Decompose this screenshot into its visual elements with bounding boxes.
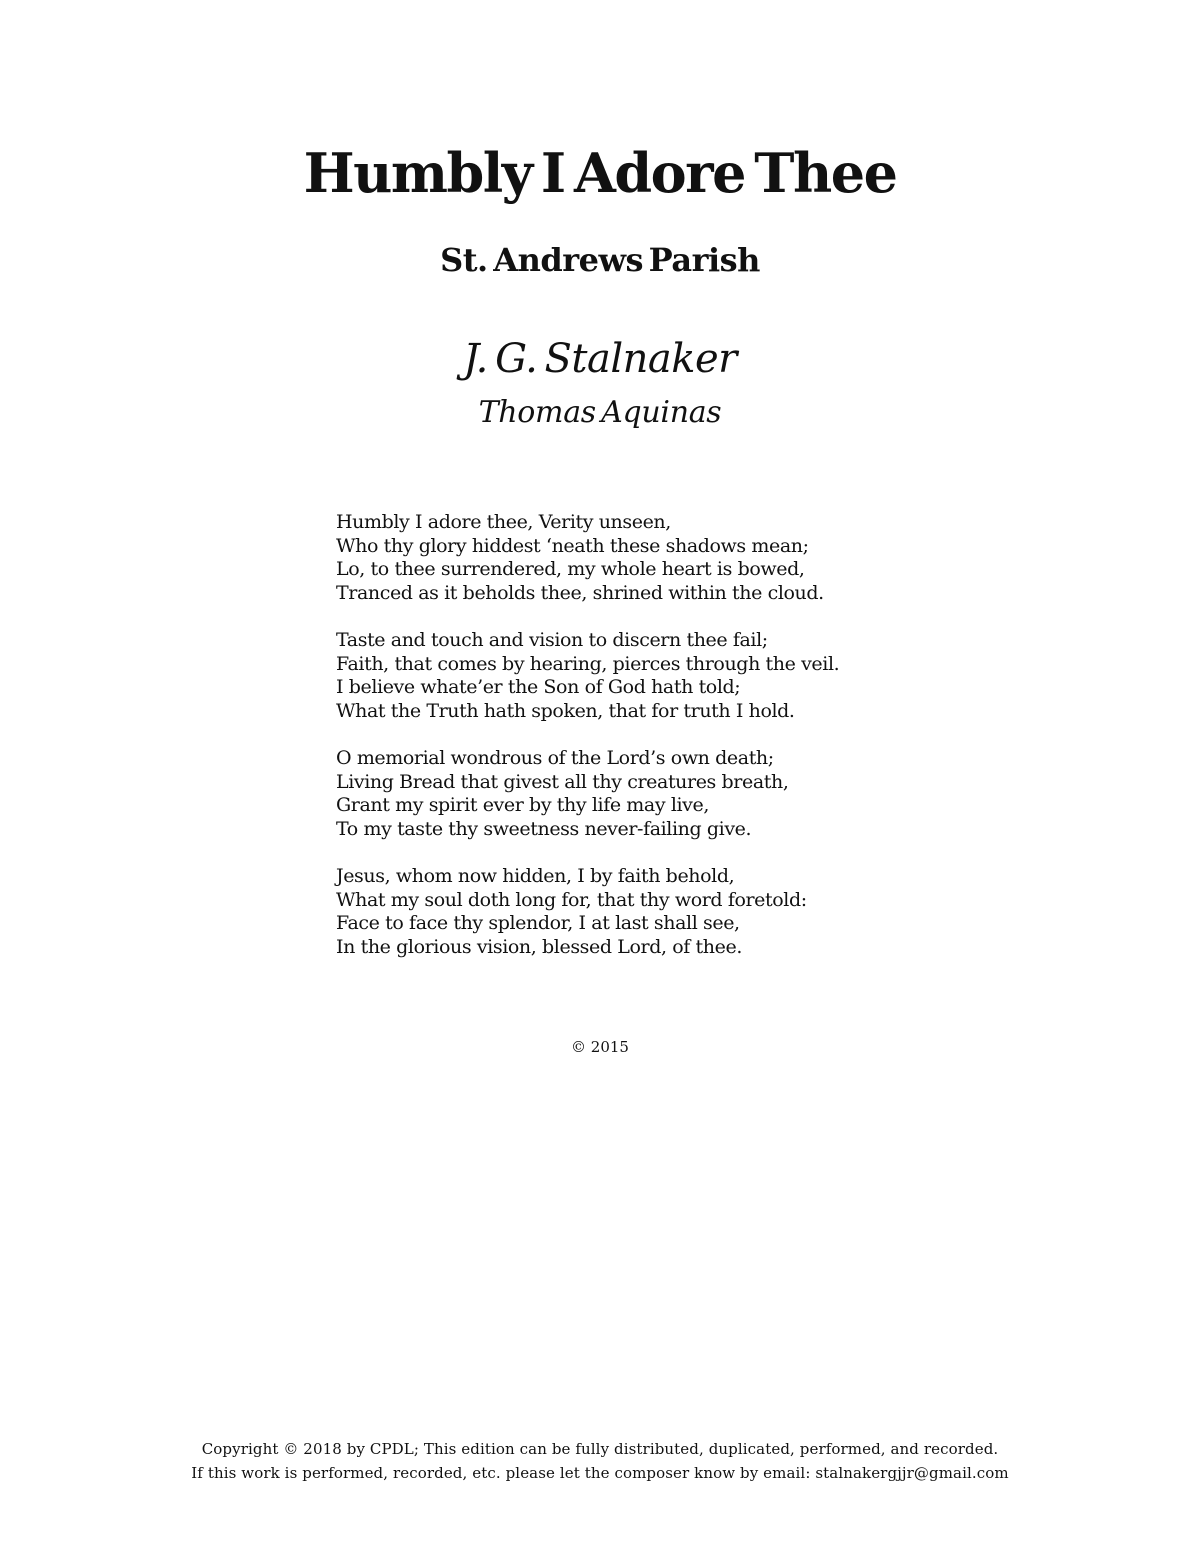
poem-line: Lo, to thee surrendered, my whole heart is bowed, (336, 558, 805, 580)
footer-contact-line: If this work is performed, recorded, etc. please let the composer know by email: stalnakergjjr@gmail.com (191, 1464, 1009, 1482)
poem-line: Jesus, whom now hidden, I by faith behold, (336, 865, 735, 887)
poem-line: Face to face thy splendor, I at last shall see, (336, 912, 740, 934)
poem-line: In the glorious vision, blessed Lord, of thee. (336, 935, 742, 958)
poem-line: What the Truth hath spoken, that for truth I hold. (336, 699, 795, 722)
text-author: Thomas Aquinas (478, 395, 722, 430)
page-footer (0, 1437, 1200, 1485)
poem-line: Living Bread that givest all thy creatures breath, (336, 770, 789, 793)
poem-text (336, 511, 956, 983)
stanza-2 (336, 629, 956, 723)
composer-name: J. G. Stalnaker (463, 336, 737, 382)
poem-line: Tranced as it beholds thee, shrined within the cloud. (336, 581, 824, 604)
poem-line: Humbly I adore thee, Verity unseen, (336, 511, 671, 533)
copyright-year: © 2015 (571, 1038, 629, 1056)
stanza-4 (336, 865, 956, 959)
poem-line: To my taste thy sweetness never-failing give. (336, 817, 752, 840)
poem-line: Who thy glory hiddest ‘neath these shadows mean; (336, 534, 809, 557)
poem-line: I believe whate’er the Son of God hath told; (336, 676, 741, 698)
poem-line: O memorial wondrous of the Lord’s own death; (336, 747, 774, 769)
footer-copyright-line: Copyright © 2018 by CPDL; This edition can be fully distributed, duplicated, performed, and recorded. (201, 1440, 999, 1458)
page-title: Humbly I Adore Thee (303, 141, 897, 205)
stanza-3 (336, 747, 956, 841)
poem-line: Faith, that comes by hearing, pierces through the veil. (336, 652, 840, 675)
stanza-1 (336, 511, 956, 605)
poem-line: What my soul doth long for, that thy word foretold: (336, 888, 807, 911)
page-subtitle: St. Andrews Parish (440, 241, 760, 279)
poem-line: Taste and touch and vision to discern thee fail; (336, 629, 768, 651)
poem-line: Grant my spirit ever by thy life may live, (336, 794, 709, 816)
